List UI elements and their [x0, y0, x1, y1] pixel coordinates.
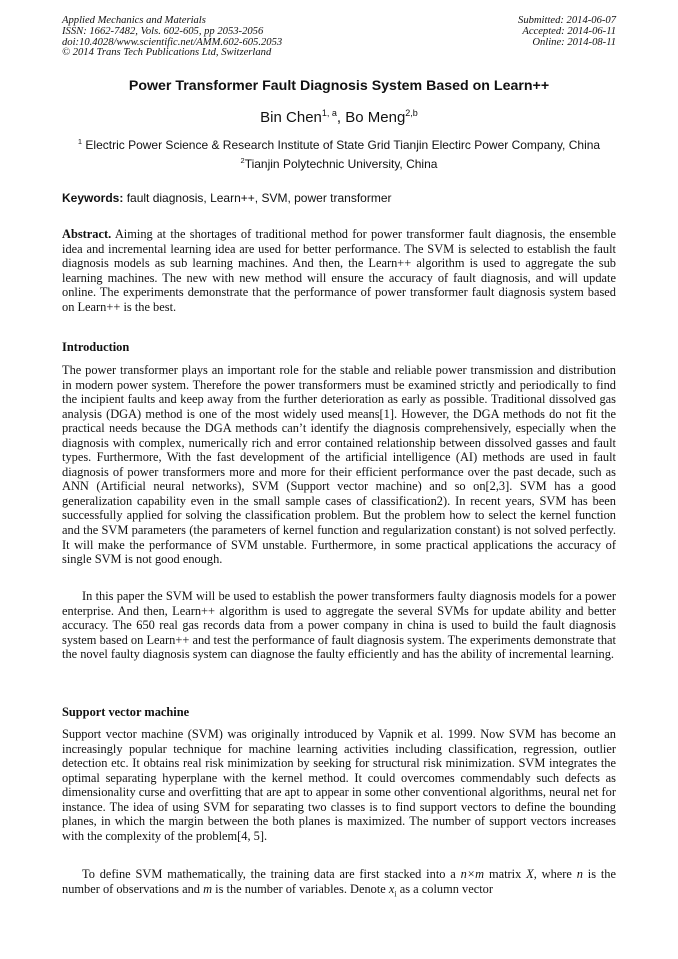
abstract-text: Aiming at the shortages of traditional method for power transformer fault diagnosis, the ensemble idea and incremental learning idea are used for better performance. The SVM is selected to establish the fault diagnosis models as sub learning machines. And then, the Learn++ algorithm is used to aggregate the sub learning machines. The new with new method will ensure the accuracy of fault diagnosis, and will update online. The experiments demonstrate that the performance of power transformer fault diagnosis system based on Learn++ is the best.: [62, 227, 616, 314]
affiliation-1-sup: 1: [77, 137, 83, 146]
journal-copyright: © 2014 Trans Tech Publications Ltd, Switzerland: [62, 47, 272, 59]
math-n-by-m: n×m: [460, 867, 485, 881]
affiliation-1: [40, 137, 638, 152]
journal-doi: doi:10.4028/www.scientific.net/AMM.602-605.2053: [62, 36, 283, 48]
math-x: x: [388, 881, 395, 896]
keywords-label: Keywords:: [62, 191, 124, 205]
intro-paragraph-1: The power transformer plays an important role for the stable and reliable power transmission and distribution in modern power system. Therefore the power transformers must be examined strictly and periodically to find the incipient faults and keep away from the further deterioration as early as possible. Traditional dissolved gas analysis (DGA) method is one of the most widely used means[1]. However, the DGA methods do not fit the practical needs because the DGA methods can’t identify the diagnosis comprehensively, especially when the diagnosis with complex, numerically rich and error contained relationship between dissolved gasses and fault types. Furthermore, With the fast development of the artificial intelligence (AI) methods are used in fault diagnosis of power transformers more and more for their efficient performance over the past decade, such as ANN (Artificial neural networks), SVM (Support vector machine) and so on[2,3]. SVM has a good generalization capability even in the small sample cases of classification2). In recent years, SVM has been successfully applied for solving the classification problem. But the problem how to select the kernel function and the SVM parameters (the parameters of kernel function and regularization constant) is not solved perfectly. It will make the performance of SVM unstable. Furthermore, in some practical applications the accuracy of single SVM is not good enough.: [62, 363, 616, 567]
section-heading-introduction: Introduction: [62, 340, 130, 354]
author-1-sup: 1, a: [321, 108, 337, 118]
intro-paragraph-2: In this paper the SVM will be used to establish the power transformers faulty diagnosis models for a power enterprise. And then, Learn++ algorithm is used to aggregate the several SVMs for update ability and better accuracy. The 650 real gas records data from a power company in china is used to build the fault diagnosis system based on Learn++ and test the performance of fault diagnosis system. The experiments demonstrate that the novel faulty diagnosis system can diagnose the faulty efficiently and has the ability of incremental learning.: [62, 589, 616, 662]
keywords-text: fault diagnosis, Learn++, SVM, power transformer: [123, 191, 392, 205]
author-2-name: Bo Meng: [345, 109, 406, 126]
math-m: m: [203, 881, 213, 896]
svm-p2-text-e: is the number of variables. Denote: [212, 881, 389, 896]
author-line: [40, 108, 638, 126]
abstract: [62, 227, 616, 314]
abstract-label: Abstract.: [62, 227, 112, 241]
journal-issn: ISSN: 1662-7482, Vols. 602-605, pp 2053-2056: [62, 25, 264, 37]
svm-p2-text-a: To define SVM mathematically, the training data are first stacked into a: [82, 867, 461, 881]
submitted-date: Submitted: 2014-06-07: [518, 15, 616, 26]
author-1-name: Bin Chen: [260, 109, 322, 126]
section-heading-svm: Support vector machine: [62, 705, 190, 719]
svm-p2-text-f: as a column vector: [396, 881, 493, 896]
svm-paragraph-1: Support vector machine (SVM) was originally introduced by Vapnik et al. 1999. Now SVM has become an increasingly popular technique for machine learning activities including classification, regression, outlier detection etc. It obtains real risk minimization by seeking for structural risk minimization. SVM integrates the optimal separating hyperplane with the kernel method. It could overcomes commendably such defects as dimensionality curse and overfitting that are apt to appear in some other conventional algorithms, neural net for instance. The idea of using SVM for separating two classes is to find support vectors to define the bounding planes, in which the margin between the both planes is maximized. The number of support vectors increases with the complexity of the problem[4, 5].: [62, 727, 616, 843]
svm-p2-text-c: , where: [533, 867, 577, 881]
svm-p2-text-b: matrix: [484, 867, 527, 881]
journal-name: Applied Mechanics and Materials: [62, 15, 206, 26]
paper-title: Power Transformer Fault Diagnosis System Based on Learn++: [128, 78, 550, 94]
math-subscript-i: i: [394, 889, 397, 899]
keywords: [62, 191, 392, 205]
accepted-date: Accepted: 2014-06-11: [522, 25, 616, 37]
dates-header: [518, 16, 616, 48]
journal-header: [62, 16, 282, 59]
affiliation-1-text: Electric Power Science & Research Institute of State Grid Tianjin Electirc Power Company, China: [82, 138, 601, 152]
author-2-sup: 2,b: [405, 108, 418, 118]
affiliation-2: [40, 156, 638, 171]
affiliation-2-sup: 2: [240, 156, 245, 165]
math-X: X: [526, 867, 534, 881]
svm-paragraph-2: [62, 867, 616, 902]
affiliation-2-text: Tianjin Polytechnic University, China: [244, 157, 438, 171]
svm-p2-text-d: is the number of observations and: [62, 867, 617, 896]
author-separator: ,: [336, 109, 346, 126]
math-n: n: [576, 867, 583, 881]
online-date: Online: 2014-08-11: [532, 36, 616, 48]
